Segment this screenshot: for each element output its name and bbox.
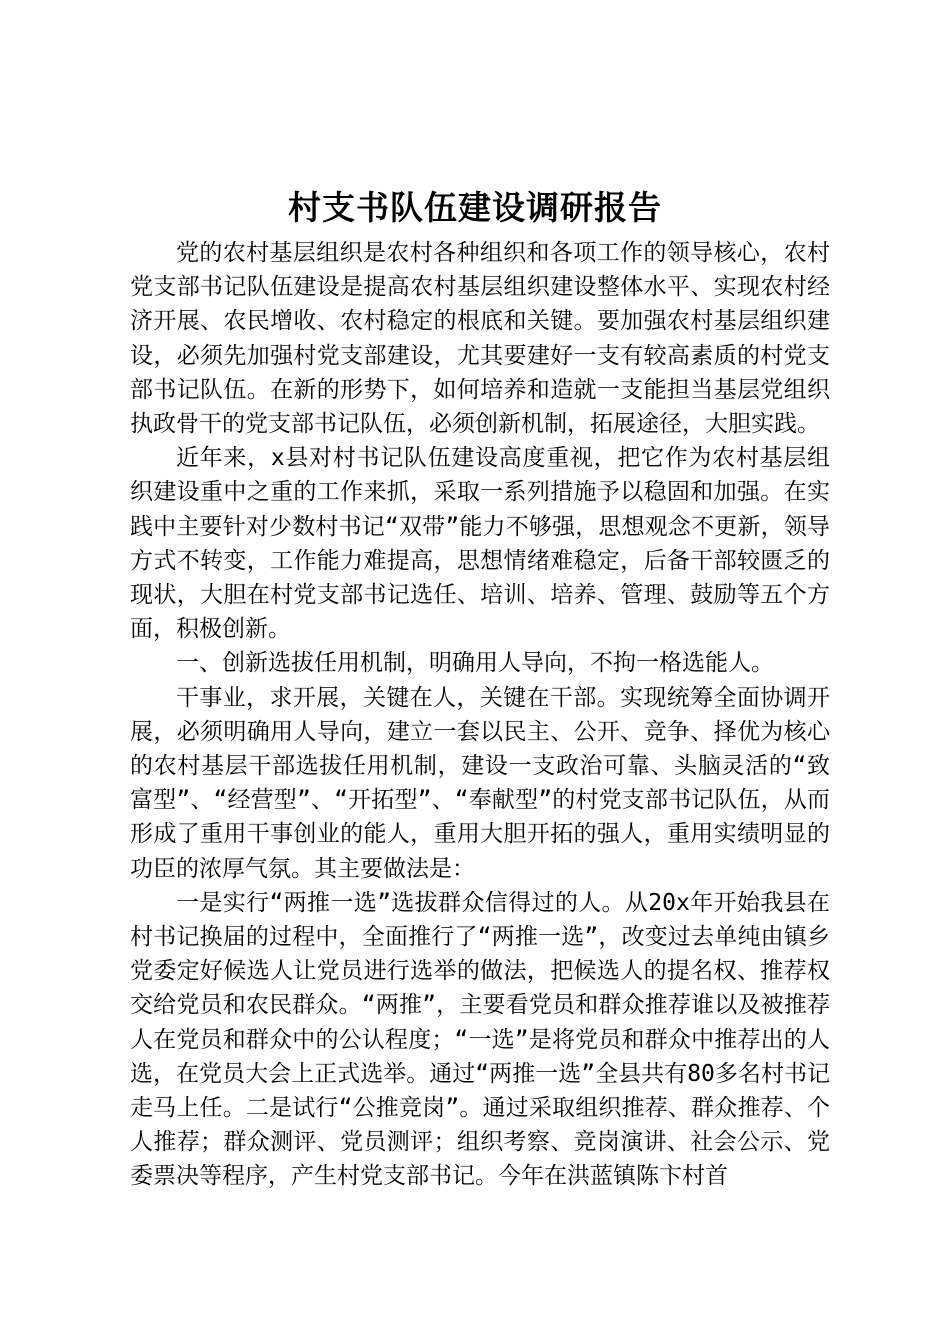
section-heading: 一、创新选拔任用机制，明确用人导向，不拘一格选能人。 [176, 650, 774, 677]
document-title: 村支书队伍建设调研报告 [288, 188, 662, 227]
document-body [130, 236, 830, 1194]
paragraph: 党的农村基层组织是农村各种组织和各项工作的领导核心，农村党支部书记队伍建设是提高农村基层组织建设整体水平、实现农村经济开展、农民增收、农村稳定的根底和关键。要加强农村基层组织建设，必须先加强村党支部建设，尤其要建好一支有较高素质的村党支部书记队伍。在新的形势下，如何培养和造就一支能担当基层党组织执政骨干的党支部书记队伍，必须创新机制，拓展途径，大胆实践。 [130, 240, 830, 438]
paragraph: 干事业，求开展，关键在人，关键在干部。实现统筹全面协调开展，必须明确用人导向，建立一套以民主、公开、竞争、择优为核心的农村基层干部选拔任用机制，建设一支政治可靠、头脑灵活的“致富型”、“经营型”、“开拓型”、“奉献型”的村党支部书记队伍，从而形成了重用干事创业的能人，重用大胆开拓的强人，重用实绩明显的功臣的浓厚气氛。其主要做法是： [130, 684, 830, 882]
paragraph: 一是实行“两推一选”选拔群众信得过的人。从20x年开始我县在村书记换届的过程中，全面推行了“两推一选”，改变过去单纯由镇乡党委定好候选人让党员进行选举的做法，把候选人的提名权、推荐权交给党员和农民群众。“两推”，主要看党员和群众推荐谁以及被推荐人在党员和群众中的公认程度；“一选”是将党员和群众中推荐出的人选，在党员大会上正式选举。通过“两推一选”全县共有80多名村书记走马上任。二是试行“公推竞岗”。通过采取组织推荐、群众推荐、个人推荐；群众测评、党员测评；组织考察、竞岗演讲、社会公示、党委票决等程序，产生村党支部书记。今年在洪蓝镇陈卞村首 [130, 889, 830, 1190]
paragraph: 近年来，x县对村书记队伍建设高度重视，把它作为农村基层组织建设重中之重的工作来抓，采取一系列措施予以稳固和加强。在实践中主要针对少数村书记“双带”能力不够强，思想观念不更新，领导方式不转变，工作能力难提高，思想情绪难稳定，后备干部较匮乏的现状，大胆在村党支部书记选任、培训、培养、管理、鼓励等五个方面，积极创新。 [130, 445, 830, 643]
